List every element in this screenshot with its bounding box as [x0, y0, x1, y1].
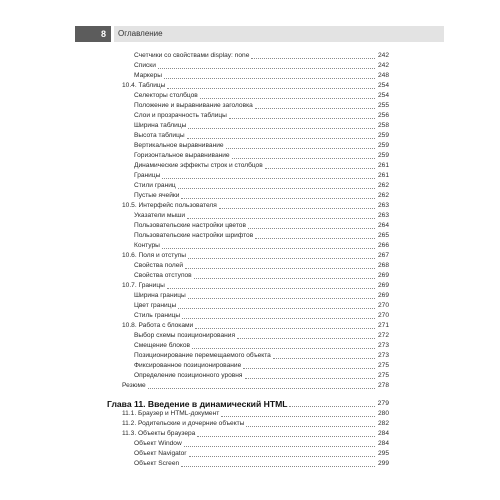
toc-entry — [107, 141, 389, 151]
toc-entry-title: Цвет границы — [134, 302, 177, 309]
toc-entry — [107, 321, 389, 331]
toc-entry — [107, 231, 389, 241]
toc-entry-page: 273 — [377, 342, 389, 349]
dot-leader — [164, 78, 375, 79]
toc-entry-title: Счетчики со свойствами display: none — [134, 52, 250, 59]
toc-entry-page: 259 — [377, 152, 389, 159]
toc-entry — [107, 341, 389, 351]
toc-entry-title: Слои и прозрачность таблицы — [134, 112, 227, 119]
toc-entry — [107, 131, 389, 141]
toc-entry-title: Пользовательские настройки шрифтов — [134, 232, 254, 239]
toc-entry-page: 270 — [377, 312, 389, 319]
toc-entry — [107, 171, 389, 181]
toc-entry-title: Стили границ — [134, 182, 176, 189]
toc-entry — [107, 291, 389, 301]
toc-entry — [107, 459, 389, 469]
toc-entry-page: 269 — [377, 282, 389, 289]
toc-entry — [107, 181, 389, 191]
toc-entry-page: 242 — [377, 62, 389, 69]
dot-leader — [265, 168, 375, 169]
toc-entry-page: 282 — [377, 420, 389, 427]
dot-leader — [251, 58, 375, 59]
toc-entry-page: 254 — [377, 92, 389, 99]
toc-entry-title: Выбор схемы позиционирования — [134, 332, 236, 339]
dot-leader — [219, 208, 375, 209]
dot-leader — [181, 466, 375, 467]
toc-entry-title: Контуры — [134, 242, 160, 249]
toc-entry-title: Определение позиционного уровня — [134, 372, 243, 379]
dot-leader — [167, 88, 375, 89]
toc-entry-page: 272 — [377, 332, 389, 339]
page-number-badge — [75, 26, 111, 42]
toc-entry — [107, 241, 389, 251]
toc-entry-page: 262 — [377, 182, 389, 189]
dot-leader — [192, 348, 375, 349]
dot-leader — [182, 318, 375, 319]
toc-entry-page: 254 — [377, 82, 389, 89]
toc-entry-page: 271 — [377, 322, 389, 329]
toc-entry — [107, 419, 389, 429]
toc-entry — [107, 61, 389, 71]
toc-entry — [107, 361, 389, 371]
dot-leader — [167, 288, 375, 289]
dot-leader — [188, 128, 375, 129]
toc-entry-page: 280 — [377, 410, 389, 417]
toc-entry-page: 273 — [377, 352, 389, 359]
toc-entry-title: Ширина таблицы — [134, 122, 187, 129]
dot-leader — [162, 178, 375, 179]
toc-entry-page: 263 — [377, 202, 389, 209]
toc-entry — [107, 439, 389, 449]
toc-entry-page: 261 — [377, 172, 389, 179]
toc-entry-page: 269 — [377, 292, 389, 299]
toc-entry-page: 270 — [377, 302, 389, 309]
page-number: 8 — [100, 29, 106, 39]
toc-entry-page: 268 — [377, 262, 389, 269]
toc-entry-page: 299 — [377, 460, 389, 467]
toc-entry-title: Динамические эффекты строк и столбцов — [134, 162, 263, 169]
toc-entry-title: Свойства отступов — [134, 272, 192, 279]
dot-leader — [162, 248, 375, 249]
toc-entry-title: Горизонтальное выравнивание — [134, 152, 230, 159]
toc-entry — [107, 429, 389, 439]
toc-entry — [107, 311, 389, 321]
toc-entry-title: Маркеры — [134, 72, 162, 79]
toc-entry-page: 284 — [377, 440, 389, 447]
toc-entry — [107, 271, 389, 281]
toc-entry-title: 11.3. Объекты браузера — [122, 430, 196, 437]
toc-entry-title: 11.1. Браузер и HTML-документ — [122, 410, 220, 417]
toc-entry — [107, 251, 389, 261]
toc-entry-title: Пользовательские настройки цветов — [134, 222, 246, 229]
toc-entry-page: 267 — [377, 252, 389, 259]
toc-entry-title: Объект Navigator — [134, 450, 187, 457]
table-of-contents — [107, 51, 389, 469]
dot-leader — [197, 436, 375, 437]
dot-leader — [221, 416, 375, 417]
toc-entry-title: Резюме — [122, 382, 146, 389]
toc-entry-page: 265 — [377, 232, 389, 239]
toc-entry — [107, 221, 389, 231]
toc-entry-page: 259 — [377, 132, 389, 139]
toc-entry-page: 295 — [377, 450, 389, 457]
toc-entry-title: Объект Window — [134, 440, 182, 447]
dot-leader — [148, 388, 375, 389]
dot-leader — [255, 108, 375, 109]
toc-entry-title: Глава 11. Введение в динамический HTML — [107, 399, 288, 409]
toc-entry — [107, 151, 389, 161]
toc-entry — [107, 121, 389, 131]
dot-leader — [189, 456, 375, 457]
toc-entry — [107, 371, 389, 381]
toc-entry-page: 255 — [377, 102, 389, 109]
dot-leader — [178, 188, 375, 189]
dot-leader — [188, 298, 375, 299]
toc-entry-title: 10.6. Поля и отступы — [122, 252, 186, 259]
toc-entry-title: Смещение блоков — [134, 342, 191, 349]
dot-leader — [245, 378, 375, 379]
dot-leader — [195, 328, 375, 329]
dot-leader — [289, 406, 375, 407]
toc-entry-page: 248 — [377, 72, 389, 79]
toc-entry — [107, 111, 389, 121]
toc-entry-title: Указатели мыши — [134, 212, 186, 219]
toc-entry — [107, 301, 389, 311]
running-header-title: Оглавление — [118, 29, 163, 38]
dot-leader — [248, 228, 375, 229]
toc-entry-title: Границы — [134, 172, 161, 179]
toc-entry — [107, 191, 389, 201]
toc-entry-page: 263 — [377, 212, 389, 219]
dot-leader — [184, 446, 375, 447]
toc-entry-page: 278 — [377, 382, 389, 389]
toc-entry-page: 259 — [377, 142, 389, 149]
dot-leader — [273, 358, 375, 359]
dot-leader — [232, 158, 375, 159]
toc-entry-title: Стиль границы — [134, 312, 181, 319]
toc-entry-title: Селекторы столбцов — [134, 92, 198, 99]
toc-entry-title: Позиционирование перемещаемого объекта — [134, 352, 271, 359]
dot-leader — [200, 98, 375, 99]
dot-leader — [188, 258, 375, 259]
running-header — [114, 26, 444, 42]
dot-leader — [181, 198, 375, 199]
toc-entry — [107, 91, 389, 101]
toc-entry — [107, 281, 389, 291]
dot-leader — [255, 238, 375, 239]
dot-leader — [178, 308, 375, 309]
toc-chapter-entry — [107, 396, 389, 409]
toc-entry-title: Списки — [134, 62, 156, 69]
dot-leader — [187, 218, 375, 219]
toc-entry-title: 10.8. Работа с блоками — [122, 322, 194, 329]
dot-leader — [229, 118, 375, 119]
toc-entry-page: 279 — [377, 400, 389, 407]
toc-entry-title: Объект Screen — [134, 460, 180, 467]
toc-entry-page: 266 — [377, 242, 389, 249]
toc-entry-title: Положение и выравнивание заголовка — [134, 102, 253, 109]
toc-entry-page: 262 — [377, 192, 389, 199]
toc-entry — [107, 51, 389, 61]
toc-entry-title: 10.4. Таблицы — [122, 82, 166, 89]
toc-entry — [107, 331, 389, 341]
toc-entry-page: 258 — [377, 122, 389, 129]
toc-entry-page: 261 — [377, 162, 389, 169]
dot-leader — [246, 426, 375, 427]
toc-entry — [107, 351, 389, 361]
toc-entry-title: Вертикальное выравнивание — [134, 142, 224, 149]
toc-entry-title: 10.5. Интерфейс пользователя — [122, 202, 217, 209]
toc-entry-page: 256 — [377, 112, 389, 119]
toc-entry-page: 284 — [377, 430, 389, 437]
toc-entry — [107, 211, 389, 221]
dot-leader — [185, 268, 375, 269]
dot-leader — [226, 148, 375, 149]
dot-leader — [237, 338, 375, 339]
toc-entry-page: 264 — [377, 222, 389, 229]
toc-entry — [107, 201, 389, 211]
toc-entry — [107, 71, 389, 81]
toc-entry-page: 242 — [377, 52, 389, 59]
toc-entry-title: Фиксированное позиционирование — [134, 362, 242, 369]
toc-entry-title: Высота таблицы — [134, 132, 185, 139]
toc-entry-title: Пустые ячейки — [134, 192, 180, 199]
dot-leader — [187, 138, 375, 139]
toc-entry-page: 275 — [377, 362, 389, 369]
toc-entry — [107, 409, 389, 419]
toc-entry-title: 10.7. Границы — [122, 282, 165, 289]
toc-entry — [107, 101, 389, 111]
toc-entry-title: Ширина границы — [134, 292, 186, 299]
dot-leader — [194, 278, 375, 279]
toc-entry-page: 269 — [377, 272, 389, 279]
toc-entry — [107, 81, 389, 91]
dot-leader — [243, 368, 375, 369]
toc-entry-page: 275 — [377, 372, 389, 379]
toc-entry — [107, 261, 389, 271]
toc-entry-title: Свойства полей — [134, 262, 184, 269]
toc-entry — [107, 449, 389, 459]
dot-leader — [158, 68, 375, 69]
toc-entry-title: 11.2. Родительские и дочерние объекты — [122, 420, 245, 427]
toc-entry — [107, 161, 389, 171]
toc-entry — [107, 381, 389, 391]
